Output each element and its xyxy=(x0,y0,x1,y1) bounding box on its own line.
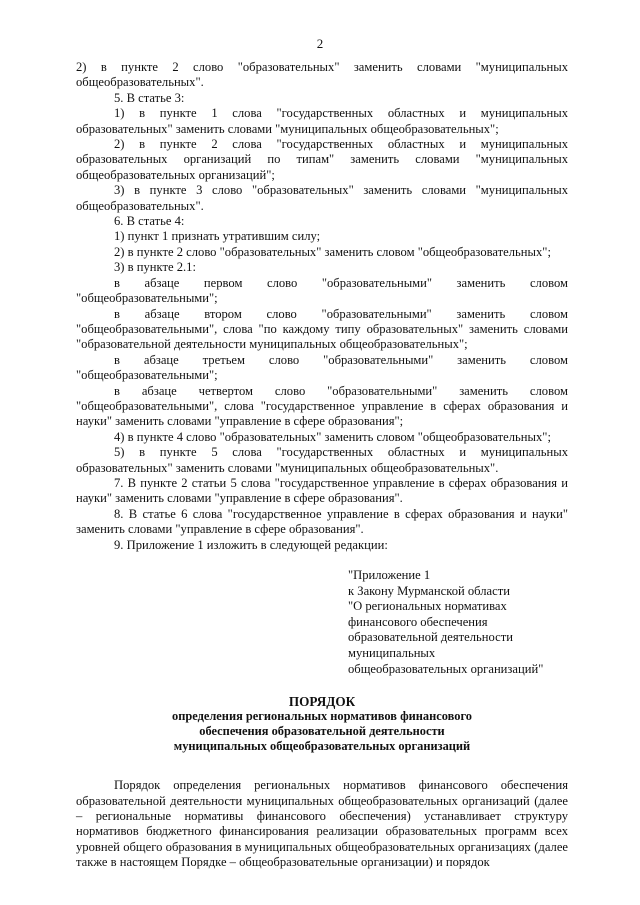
appendix-header-line: к Закону Мурманской области xyxy=(348,583,510,598)
amendment-paragraph: 3) в пункте 3 слово "образовательных" заменить словами "муниципальных общеобразовательных". xyxy=(76,183,568,213)
amendment-paragraph: 2) в пункте 2 слова "государственных областных и муниципальных образовательных организаций по типам" заменить словами "муниципальных общеобразовательных организаций"; xyxy=(76,137,568,182)
appendix-header-line: финансового обеспечения xyxy=(348,614,488,629)
document-subtitle xyxy=(76,709,568,754)
amendment-paragraph: 2) в пункте 2 слово "образовательных" заменить словом "общеобразовательных"; xyxy=(114,244,551,259)
amendment-paragraph: в абзаце первом слово "образовательными" заменить словом "общеобразовательными"; xyxy=(76,275,568,306)
amendment-paragraph: в абзаце третьем слово "образовательными" заменить словом "общеобразовательными"; xyxy=(76,352,568,383)
page-number: 2 xyxy=(316,36,324,51)
amendment-paragraph: 2) в пункте 2 слово "образовательных" заменить словами "муниципальных общеобразовательных". xyxy=(76,60,568,90)
amendment-paragraph: 3) в пункте 2.1: xyxy=(114,260,196,275)
amendment-paragraph: 4) в пункте 4 слово "образовательных" заменить словом "общеобразовательных"; xyxy=(114,429,551,444)
amendment-paragraph: 6. В статье 4: xyxy=(114,214,185,229)
amendment-paragraph: 9. Приложение 1 изложить в следующей редакции: xyxy=(114,537,388,552)
amendment-paragraph: 8. В статье 6 слова "государственное управление в сферах образования и науки" заменить словами "управление в сфере образования". xyxy=(76,506,568,537)
amendment-paragraph: в абзаце четвертом слово "образовательными" заменить словом "общеобразовательными", слова "государственное управление в сферах образования и науки" заменить словами "управление в сфере образования"; xyxy=(76,383,568,429)
document-body xyxy=(76,60,568,871)
appendix-header-line: образовательной деятельности xyxy=(348,630,513,645)
amendment-paragraph: 7. В пункте 2 статьи 5 слова "государственное управление в сферах образования и науки" заменить словами "управление в сфере образования". xyxy=(76,475,568,506)
amendment-paragraph: в абзаце втором слово "образовательными" заменить словом "общеобразовательными", слова "по каждому типу образовательных" заменить словами "образовательной деятельности муниципальных общеобразовательных"; xyxy=(76,306,568,352)
amendment-paragraph: 5) в пункте 5 слова "государственных областных и муниципальных образовательных" заменить словами "муниципальных общеобразовательных". xyxy=(76,445,568,475)
appendix-header xyxy=(348,568,568,677)
subtitle-line: муниципальных общеобразовательных организаций xyxy=(173,739,471,754)
amendment-list xyxy=(76,60,568,553)
amendment-paragraph: 5. В статье 3: xyxy=(114,90,185,105)
appendix-header-line: "О региональных нормативах xyxy=(348,599,507,614)
amendment-paragraph: 1) пункт 1 признать утратившим силу; xyxy=(114,229,321,244)
subtitle-line: обеспечения образовательной деятельности xyxy=(199,724,445,739)
document-title: ПОРЯДОК xyxy=(288,694,356,710)
intro-paragraph: Порядок определения региональных нормативов финансового обеспечения образовательной деятельности муниципальных общеобразовательных организаций (далее – региональные нормативы финансового обеспечения) устанавливает структуру нормативов бюджетного финансирования реализации образовательных программ всех уровней общего образования в муниципальных общеобразовательных организациях (далее также в настоящем Порядке – общеобразовательные организации) и порядок xyxy=(76,778,568,870)
appendix-header-line: общеобразовательных организаций" xyxy=(348,661,544,676)
amendment-paragraph: 1) в пункте 1 слова "государственных областных и муниципальных образовательных" заменить словами "муниципальных общеобразовательных"; xyxy=(76,106,568,136)
appendix-header-line: муниципальных xyxy=(348,645,436,660)
subtitle-line: определения региональных нормативов финансового xyxy=(172,709,472,724)
appendix-header-line: "Приложение 1 xyxy=(348,568,431,582)
